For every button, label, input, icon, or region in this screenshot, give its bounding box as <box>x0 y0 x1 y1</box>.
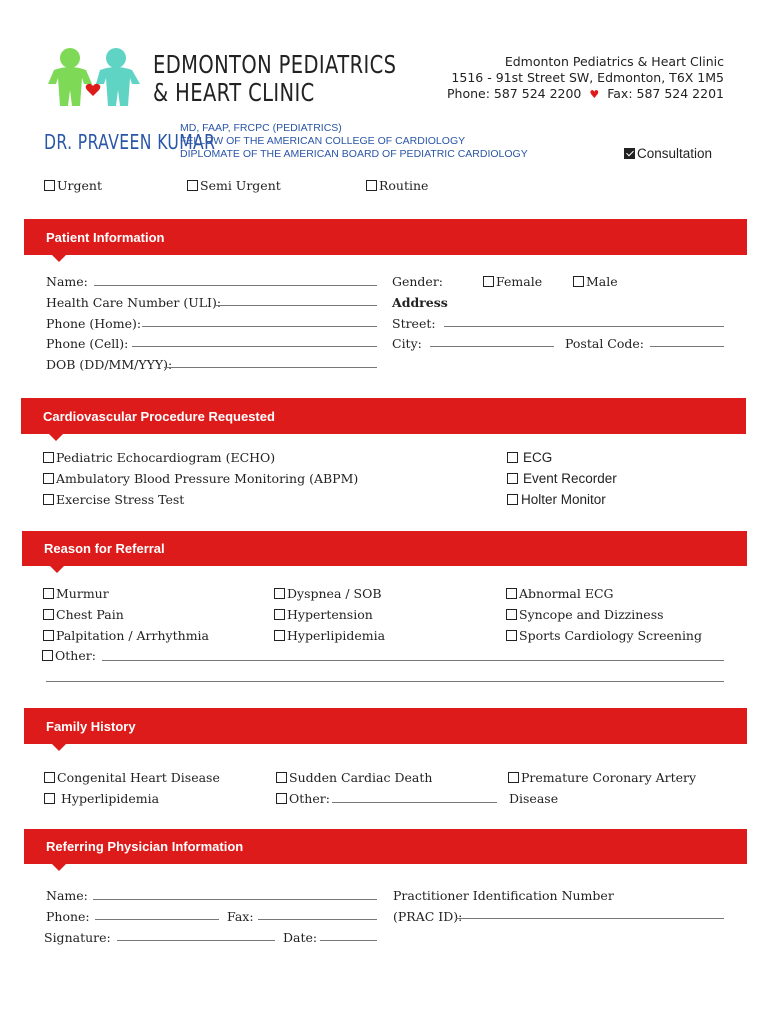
family-label: Premature Coronary Artery <box>521 770 697 785</box>
referral-label: Murmur <box>56 586 109 601</box>
phone-cell-field[interactable] <box>132 346 377 347</box>
dob-label: DOB (DD/MM/YYY): <box>46 357 173 372</box>
dob-field[interactable] <box>164 367 377 368</box>
referral-sports-checkbox[interactable] <box>506 628 702 643</box>
procedure-ecg-checkbox[interactable] <box>507 450 552 465</box>
postal-label: Postal Code: <box>565 336 644 351</box>
gender-label: Gender: <box>392 274 444 289</box>
procedure-label: Pediatric Echocardiogram (ECHO) <box>56 450 276 465</box>
procedure-label: Event Recorder <box>523 471 617 486</box>
referral-header <box>22 531 747 566</box>
checkbox-icon[interactable] <box>44 772 55 783</box>
referral-other-label: Other: <box>55 648 96 663</box>
credential-line: DIPLOMATE OF THE AMERICAN BOARD OF PEDIATRIC CARDIOLOGY <box>180 148 528 160</box>
checkbox-icon[interactable] <box>506 609 517 620</box>
logo-title-line2: & HEART CLINIC <box>153 78 315 107</box>
family-sudden-death-checkbox[interactable] <box>276 770 432 785</box>
family-history-header <box>24 708 747 744</box>
section-title: Reason for Referral <box>44 541 165 556</box>
heart-icon: ♥ <box>589 88 600 101</box>
physician-fax-label: Fax: <box>227 909 254 924</box>
clinic-contact <box>447 54 724 103</box>
city-field[interactable] <box>430 346 554 347</box>
physician-phone-label: Phone: <box>46 909 90 924</box>
clinic-address: 1516 - 91st Street SW, Edmonton, T6X 1M5 <box>451 70 724 85</box>
referral-syncope-checkbox[interactable] <box>506 607 664 622</box>
physician-name-label: Name: <box>46 888 88 903</box>
family-label: Other: <box>289 791 330 806</box>
phone-home-label: Phone (Home): <box>46 316 142 331</box>
section-title: Cardiovascular Procedure Requested <box>43 408 275 424</box>
date-field[interactable] <box>320 940 377 941</box>
doctor-name: DR. PRAVEEN KUMAR <box>44 130 216 154</box>
patient-info-header <box>24 219 747 255</box>
signature-field[interactable] <box>117 940 275 941</box>
routine-label: Routine <box>379 178 429 193</box>
procedure-abpm-checkbox[interactable] <box>43 471 358 486</box>
patient-name-field[interactable] <box>94 285 377 286</box>
family-other-checkbox[interactable] <box>276 791 330 806</box>
family-other-field[interactable] <box>332 802 497 803</box>
consultation-label: Consultation <box>637 146 713 161</box>
signature-label: Signature: <box>44 930 111 945</box>
postal-field[interactable] <box>650 346 724 347</box>
referral-other-field[interactable] <box>102 660 724 661</box>
family-premature-cad-line2: Disease <box>509 791 559 806</box>
clinic-phone: Phone: 587 524 2200 <box>447 86 582 101</box>
physician-fax-field[interactable] <box>258 919 377 920</box>
checkbox-icon[interactable] <box>44 180 55 191</box>
referral-chest-pain-checkbox[interactable] <box>43 607 124 622</box>
referral-label: Syncope and Dizziness <box>519 607 664 622</box>
checkbox-icon[interactable] <box>43 630 54 641</box>
checkbox-icon[interactable] <box>276 793 287 804</box>
checkbox-icon[interactable] <box>483 276 494 287</box>
phone-home-field[interactable] <box>142 326 377 327</box>
checkbox-icon[interactable] <box>366 180 377 191</box>
kids-heart-logo-icon <box>44 44 144 110</box>
procedure-header <box>21 398 746 434</box>
credential-line: MD, FAAP, FRCPC (PEDIATRICS) <box>180 122 342 134</box>
referral-hyperlipidemia-checkbox[interactable] <box>274 628 385 643</box>
checkbox-icon[interactable] <box>274 609 285 620</box>
referral-other-field-line2[interactable] <box>46 681 724 682</box>
checkbox-icon[interactable] <box>507 473 518 484</box>
checkbox-icon[interactable] <box>573 276 584 287</box>
family-premature-cad-checkbox[interactable] <box>508 770 696 785</box>
family-congenital-checkbox[interactable] <box>44 770 220 785</box>
referral-other-checkbox[interactable] <box>42 648 96 663</box>
family-label: Sudden Cardiac Death <box>289 770 433 785</box>
referral-label: Hyperlipidemia <box>287 628 386 643</box>
credential-line: FELLOW OF THE AMERICAN COLLEGE OF CARDIOLOGY <box>180 135 466 147</box>
checkbox-icon[interactable] <box>43 494 54 505</box>
checkbox-icon[interactable] <box>276 772 287 783</box>
procedure-label: ECG <box>523 450 553 465</box>
family-hyperlipidemia-checkbox[interactable] <box>44 791 159 806</box>
male-label: Male <box>586 274 618 289</box>
checkbox-icon[interactable] <box>44 793 55 804</box>
physician-phone-field[interactable] <box>95 919 219 920</box>
checkbox-icon[interactable] <box>43 473 54 484</box>
routine-checkbox[interactable] <box>366 178 428 193</box>
checkbox-checked-icon[interactable] <box>624 148 635 159</box>
referral-abnormal-ecg-checkbox[interactable] <box>506 586 614 601</box>
checkbox-icon[interactable] <box>508 772 519 783</box>
referral-label: Dyspnea / SOB <box>287 586 382 601</box>
male-checkbox[interactable] <box>573 274 618 289</box>
street-label: Street: <box>392 316 436 331</box>
date-label: Date: <box>283 930 318 945</box>
checkbox-icon[interactable] <box>506 630 517 641</box>
referral-label: Palpitation / Arrhythmia <box>56 628 209 643</box>
checkbox-icon[interactable] <box>507 494 518 505</box>
semi-urgent-label: Semi Urgent <box>200 178 281 193</box>
procedure-echo-checkbox[interactable] <box>43 450 275 465</box>
female-checkbox[interactable] <box>483 274 542 289</box>
referral-label: Hypertension <box>287 607 373 622</box>
logo-title-line1: EDMONTON PEDIATRICS <box>153 50 397 79</box>
procedure-holter-checkbox[interactable] <box>507 492 606 507</box>
referral-hypertension-checkbox[interactable] <box>274 607 373 622</box>
procedure-event-recorder-checkbox[interactable] <box>507 471 617 486</box>
family-label: Congenital Heart Disease <box>57 770 220 785</box>
city-label: City: <box>392 336 422 351</box>
procedure-label: Holter Monitor <box>521 492 606 507</box>
referral-label: Abnormal ECG <box>519 586 614 601</box>
section-title: Referring Physician Information <box>46 839 244 854</box>
physician-header <box>24 829 747 864</box>
address-heading: Address <box>392 295 448 310</box>
checkbox-icon[interactable] <box>274 630 285 641</box>
street-field[interactable] <box>444 326 724 327</box>
phone-cell-label: Phone (Cell): <box>46 336 129 351</box>
urgent-label: Urgent <box>57 178 102 193</box>
checkbox-icon[interactable] <box>507 452 518 463</box>
urgent-checkbox[interactable] <box>44 178 102 193</box>
consultation-checkbox[interactable] <box>624 146 712 161</box>
family-label: Hyperlipidemia <box>61 791 160 806</box>
procedure-stress-checkbox[interactable] <box>43 492 184 507</box>
physician-name-field[interactable] <box>93 899 377 900</box>
doctor-credentials <box>180 122 528 161</box>
female-label: Female <box>496 274 543 289</box>
procedure-label: Ambulatory Blood Pressure Monitoring (ABPM) <box>56 471 359 486</box>
checkbox-icon[interactable] <box>43 609 54 620</box>
checkbox-icon[interactable] <box>187 180 198 191</box>
clinic-logo <box>44 44 144 110</box>
checkbox-icon[interactable] <box>506 588 517 599</box>
checkbox-icon[interactable] <box>43 452 54 463</box>
procedure-label: Exercise Stress Test <box>56 492 185 507</box>
prac-id-field[interactable] <box>456 918 724 919</box>
prac-id-label-line2: (PRAC ID): <box>393 909 463 924</box>
checkbox-icon[interactable] <box>274 588 285 599</box>
clinic-phone-fax <box>447 86 724 103</box>
referral-murmur-checkbox[interactable] <box>43 586 109 601</box>
referral-dyspnea-checkbox[interactable] <box>274 586 382 601</box>
clinic-name: Edmonton Pediatrics & Heart Clinic <box>504 54 724 69</box>
checkbox-icon[interactable] <box>43 588 54 599</box>
clinic-fax: Fax: 587 524 2201 <box>607 86 724 101</box>
patient-name-label: Name: <box>46 274 88 289</box>
section-title: Patient Information <box>46 229 165 245</box>
prac-id-label-line1: Practitioner Identification Number <box>393 888 614 903</box>
checkbox-icon[interactable] <box>42 650 53 661</box>
semi-urgent-checkbox[interactable] <box>187 178 281 193</box>
referral-palpitation-checkbox[interactable] <box>43 628 209 643</box>
referral-label: Sports Cardiology Screening <box>519 628 702 643</box>
referral-label: Chest Pain <box>56 607 124 622</box>
health-care-label: Health Care Number (ULI): <box>46 295 222 310</box>
health-care-field[interactable] <box>216 305 377 306</box>
section-title: Family History <box>46 718 136 734</box>
